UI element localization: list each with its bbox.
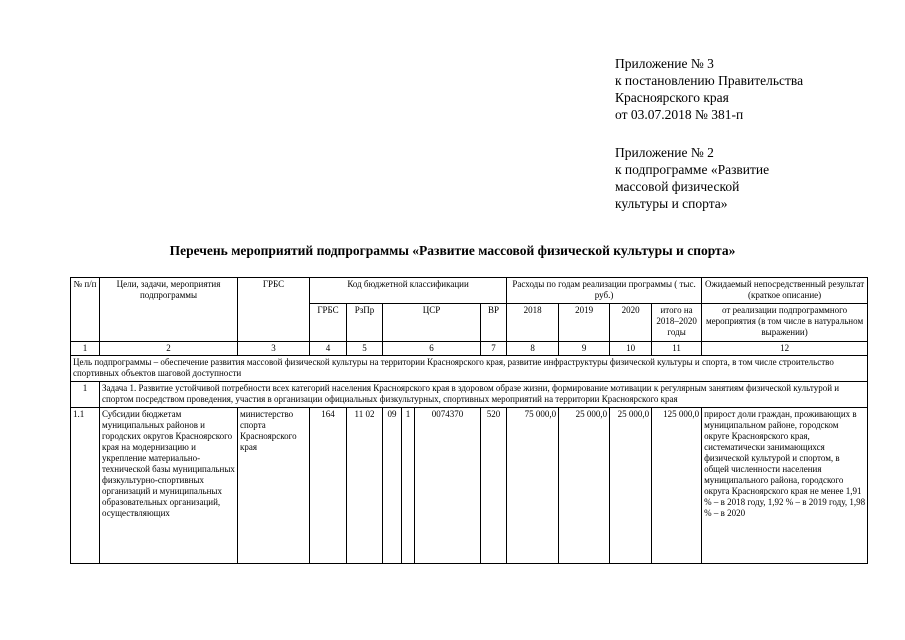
csr-code: 0074370 <box>415 408 481 564</box>
header-grbs: ГРБС <box>238 278 310 342</box>
annex-line: от 03.07.2018 № 381-п <box>615 107 744 122</box>
annex-2-block <box>615 144 769 212</box>
annex-line: к постановлению Правительства <box>615 73 804 88</box>
expected-result: прирост доли граждан, проживающих в муниципальном районе, городском округе Красноярского края, систематически занимающихся физической культурой и спортом, в общей численности населения муниципального района, городского округа Красноярского края не менее 1,91 % – в 2018 году, 1,92 % – в 2019 году, 1,98 % – в 2020 <box>702 408 868 564</box>
column-number: 6 <box>383 342 481 356</box>
task-text: Задача 1. Развитие устойчивой потребности всех категорий населения Красноярского края в здоровом образе жизни, формирование мотивации к регулярным занятиям физической культурой и спортом посредством проведения, участия в организации официальных физкультурных, спортивных мероприятий на территории Красноярского края <box>100 382 868 408</box>
subheader-total: итого на 2018–2020 годы <box>652 304 702 342</box>
column-number: 9 <box>559 342 610 356</box>
csr-subprogram: 1 <box>402 408 415 564</box>
grbs-code: 164 <box>310 408 347 564</box>
expense-total: 125 000,0 <box>652 408 702 564</box>
header-num: № п/п <box>71 278 100 342</box>
header-kbk: Код бюджетной классификации <box>310 278 507 304</box>
task-number: 1 <box>71 382 100 408</box>
subheader-2018: 2018 <box>507 304 559 342</box>
measures-table <box>70 277 868 564</box>
annex-3-block <box>615 55 803 123</box>
subheader-result: от реализации подпрограммного мероприятия (в том числе в натуральном выражении) <box>702 304 868 342</box>
column-number: 10 <box>610 342 652 356</box>
measure-name: Субсидии бюджетам муниципальных районов и городских округов Красноярского края на модернизацию и укрепление материально-технической базы муниципальных физкультурно-спортивных организаций и муниципальных образовательных организаций, осуществляющих <box>100 408 238 564</box>
expense-2018: 75 000,0 <box>507 408 559 564</box>
subheader-rzpr: РзПр <box>347 304 383 342</box>
column-number: 1 <box>71 342 100 356</box>
annex-line: Красноярского края <box>615 90 729 105</box>
expense-2019: 25 000,0 <box>559 408 610 564</box>
rzpr-code: 11 02 <box>347 408 383 564</box>
subheader-2019: 2019 <box>559 304 610 342</box>
column-number: 11 <box>652 342 702 356</box>
document-title: Перечень мероприятий подпрограммы «Развитие массовой физической культуры и спорта» <box>169 243 736 258</box>
row-number: 1.1 <box>71 408 100 564</box>
column-number: 2 <box>100 342 238 356</box>
vr-code: 520 <box>481 408 507 564</box>
column-number: 7 <box>481 342 507 356</box>
annex-line: к подпрограмме «Развитие <box>615 162 770 177</box>
column-number: 4 <box>310 342 347 356</box>
expense-2020: 25 000,0 <box>610 408 652 564</box>
annex-line: культуры и спорта» <box>615 196 728 211</box>
goal-row: Цель подпрограммы – обеспечение развития массовой физической культуры на территории Красноярского края, развитие инфраструктуры физической культуры и спорта, в том числе строительство спортивных объектов шаговой доступности <box>71 356 868 382</box>
grbs-name: министерство спорта Красноярского края <box>238 408 310 564</box>
subheader-grbs: ГРБС <box>310 304 347 342</box>
annex-line: Приложение № 3 <box>615 56 714 71</box>
header-result: Ожидаемый непосредственный результат (краткое описание) <box>702 278 868 304</box>
csr-program: 09 <box>383 408 402 564</box>
column-number: 8 <box>507 342 559 356</box>
annex-line: массовой физической <box>615 179 740 194</box>
subheader-2020: 2020 <box>610 304 652 342</box>
annex-line: Приложение № 2 <box>615 145 714 160</box>
column-number: 3 <box>238 342 310 356</box>
header-goals: Цели, задачи, мероприятия подпрограммы <box>100 278 238 342</box>
subheader-csr: ЦСР <box>383 304 481 342</box>
subheader-vr: ВР <box>481 304 507 342</box>
column-number: 12 <box>702 342 868 356</box>
header-expenses: Расходы по годам реализации программы ( тыс. руб.) <box>507 278 702 304</box>
column-number: 5 <box>347 342 383 356</box>
